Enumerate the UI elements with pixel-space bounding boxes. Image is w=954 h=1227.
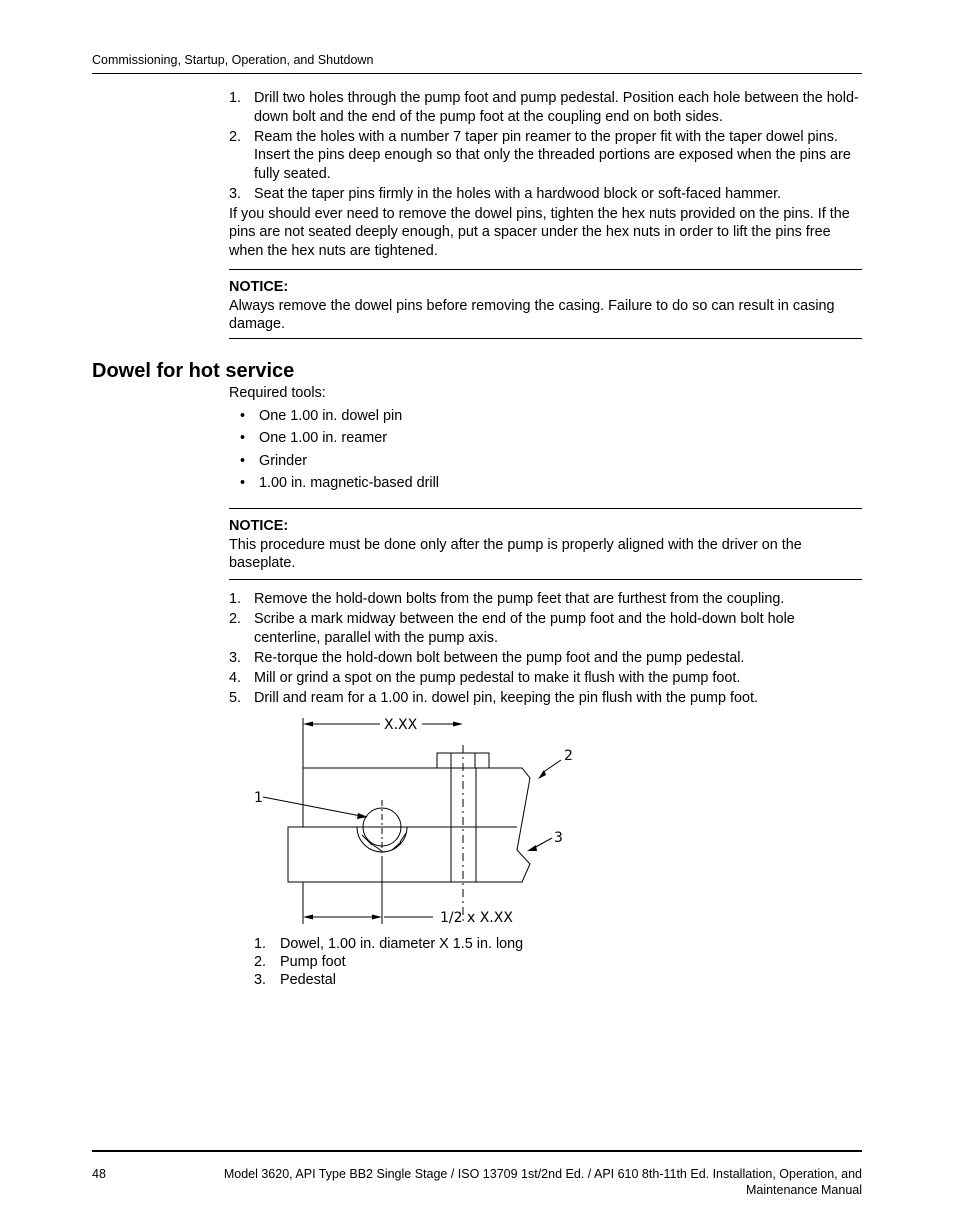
notice-box-alignment bbox=[229, 508, 862, 580]
list-item bbox=[240, 473, 439, 495]
step-number: 1. bbox=[229, 591, 242, 607]
list-item bbox=[254, 971, 523, 989]
step-text: Drill two holes through the pump foot and pump pedestal. Position each hole between the hold-down bolt and the end of the pump foot at the coupling end on both sides. bbox=[254, 90, 859, 125]
step-number: 3. bbox=[229, 185, 242, 202]
list-item bbox=[229, 669, 864, 688]
legend-number: 2. bbox=[254, 954, 267, 970]
step-text: Seat the taper pins firmly in the holes with a hardwood block or soft-faced hammer. bbox=[254, 185, 782, 202]
hot-steps-list bbox=[229, 590, 864, 707]
legend-number: 1. bbox=[254, 936, 267, 952]
arrowhead bbox=[527, 845, 537, 851]
tool-text: One 1.00 in. dowel pin bbox=[259, 408, 403, 424]
list-item bbox=[254, 953, 523, 971]
callout-label-1: 1 bbox=[254, 790, 263, 806]
section-heading: Dowel for hot service bbox=[92, 360, 295, 382]
callout-label-3: 3 bbox=[554, 830, 563, 846]
figure-legend bbox=[254, 935, 523, 989]
tools-list bbox=[240, 406, 439, 495]
page-number: 48 bbox=[92, 1167, 106, 1181]
hatch-line bbox=[392, 842, 401, 850]
list-item bbox=[229, 610, 864, 647]
step-text: Mill or grind a spot on the pump pedestal to make it flush with the pump foot. bbox=[254, 669, 741, 686]
tool-text: One 1.00 in. reamer bbox=[259, 430, 387, 447]
step-text: Ream the holes with a number 7 taper pin reamer to the proper fit with the taper dowel pins. Insert the pins deep enough so that only the threaded portions are exposed when the pins are fully seated. bbox=[254, 128, 851, 182]
step-number: 2. bbox=[229, 128, 242, 145]
step-text: Re-torque the hold-down bolt between the pump foot and the pump pedestal. bbox=[254, 649, 745, 666]
step-text: Remove the hold-down bolts from the pump feet that are furthest from the coupling. bbox=[254, 591, 785, 607]
running-header: Commissioning, Startup, Operation, and Shutdown bbox=[92, 53, 374, 67]
legend-text: Dowel, 1.00 in. diameter X 1.5 in. long bbox=[280, 936, 524, 952]
dimension-label-bottom: 1/2 x X.XX bbox=[440, 910, 513, 926]
notice-title: NOTICE: bbox=[229, 518, 289, 534]
hot-service-procedure bbox=[229, 590, 864, 709]
arrowhead bbox=[303, 915, 313, 920]
dowel-procedure bbox=[229, 89, 864, 260]
dowel-diagram bbox=[240, 712, 580, 930]
arrowhead bbox=[372, 915, 382, 920]
dowel-steps-list bbox=[229, 89, 864, 203]
bullet: • bbox=[240, 430, 246, 447]
dimension-label-top: X.XX bbox=[384, 717, 418, 733]
list-item bbox=[240, 451, 439, 473]
step-number: 2. bbox=[229, 611, 242, 628]
list-item bbox=[229, 590, 864, 609]
tool-text: 1.00 in. magnetic-based drill bbox=[259, 474, 439, 491]
step-text: Drill and ream for a 1.00 in. dowel pin, keeping the pin flush with the pump foot. bbox=[254, 689, 758, 706]
bullet: • bbox=[240, 408, 246, 424]
notice-text: This procedure must be done only after the pump is properly aligned with the driver on the baseplate. bbox=[229, 536, 802, 571]
callout-label-2: 2 bbox=[564, 748, 573, 764]
list-item bbox=[254, 935, 523, 953]
step-number: 4. bbox=[229, 669, 242, 686]
callout-leader-1 bbox=[263, 797, 366, 817]
required-tools-label: Required tools: bbox=[229, 385, 326, 401]
arrowhead bbox=[303, 722, 313, 727]
list-item bbox=[229, 89, 864, 126]
removal-paragraph: If you should ever need to remove the dowel pins, tighten the hex nuts provided on the pins. If the pins are not seated deeply enough, put a spacer under the hex nuts in order to lift the pins free when the hex nuts are tightened. bbox=[229, 205, 850, 259]
step-text: Scribe a mark midway between the end of the pump foot and the hold-down bolt hole centerline, parallel with the pump axis. bbox=[254, 611, 795, 646]
callout-leader-2 bbox=[542, 760, 561, 773]
legend-text: Pedestal bbox=[280, 972, 337, 988]
notice-box-casing bbox=[229, 269, 862, 339]
list-item bbox=[229, 689, 864, 708]
list-item bbox=[229, 185, 864, 204]
legend-text: Pump foot bbox=[280, 954, 346, 970]
bullet: • bbox=[240, 474, 246, 491]
callout-leader-3 bbox=[532, 838, 552, 849]
list-item bbox=[229, 128, 864, 184]
pump-foot-outline bbox=[288, 768, 530, 882]
list-item bbox=[240, 428, 439, 450]
header-divider bbox=[92, 73, 862, 74]
notice-text: Always remove the dowel pins before removing the casing. Failure to do so can result in casing damage. bbox=[229, 297, 835, 332]
bullet: • bbox=[240, 452, 246, 469]
step-number: 1. bbox=[229, 90, 242, 106]
footer-divider bbox=[92, 1150, 862, 1152]
legend-number: 3. bbox=[254, 972, 267, 988]
list-item bbox=[229, 649, 864, 668]
footer-title: Model 3620, API Type BB2 Single Stage / ISO 13709 1st/2nd Ed. / API 610 8th-11th Ed. Installation, Operation, and Maintenance Manual bbox=[223, 1167, 862, 1197]
notice-title: NOTICE: bbox=[229, 279, 289, 295]
list-item bbox=[240, 406, 439, 428]
step-number: 5. bbox=[229, 689, 242, 706]
step-number: 3. bbox=[229, 649, 242, 666]
tool-text: Grinder bbox=[259, 452, 307, 469]
arrowhead bbox=[453, 722, 463, 727]
